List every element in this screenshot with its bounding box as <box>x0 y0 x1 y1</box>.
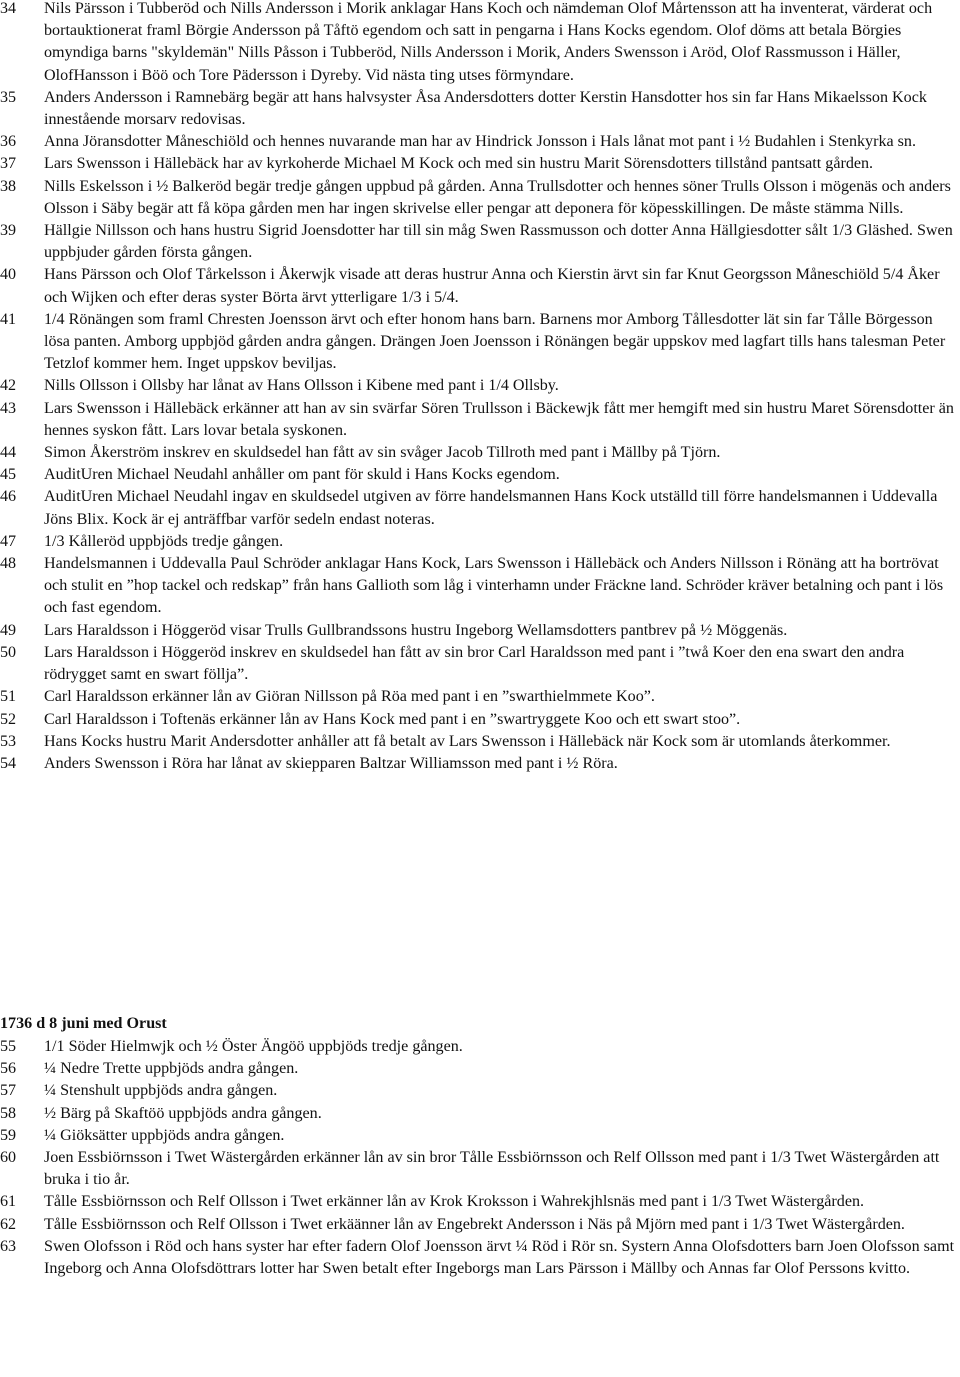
entry-number: 58 <box>0 1104 17 1122</box>
entry-item <box>0 1214 956 1236</box>
entry-number: 62 <box>0 1215 17 1233</box>
entry-text: Anders Andersson i Ramnebärg begär att hans halvsyster Åsa Andersdotters dotter Kerstin Hansdotter hos sin far Hans Mikaelsson Kock innestående morsarv redovisas. <box>44 88 927 129</box>
entry-number: 36 <box>0 133 17 151</box>
entry-item <box>0 131 956 153</box>
entry-number: 40 <box>0 266 17 284</box>
section-heading: 1736 d 8 juni med Orust <box>0 1015 167 1032</box>
entry-item <box>0 264 956 308</box>
entry-item <box>0 1236 956 1280</box>
entry-number: 37 <box>0 155 17 173</box>
entry-number: 60 <box>0 1149 17 1167</box>
entry-item <box>0 486 956 530</box>
entry-number: 56 <box>0 1060 17 1078</box>
entry-number: 46 <box>0 488 17 506</box>
entry-text: Nills Ollsson i Ollsby har lånat av Hans Ollsson i Kibene med pant i 1/4 Ollsby. <box>44 377 559 395</box>
entry-number: 38 <box>0 177 17 195</box>
entry-text: Handelsmannen i Uddevalla Paul Schröder anklagar Hans Kock, Lars Swensson i Hällebäck och Anders Nillsson i Rönäng att ha bortrövat och stulit en ”hop tackel och redskap” från hans Gallioth som låg i vinterhamn under Fräckne land. Schröder kräver betalning och pant i lös och fast egendom. <box>44 555 944 617</box>
entry-item <box>0 309 956 376</box>
entry-item <box>0 1080 956 1102</box>
entry-item <box>0 1191 956 1213</box>
entry-number: 63 <box>0 1237 17 1255</box>
entry-item <box>0 642 956 686</box>
entry-number: 55 <box>0 1038 17 1055</box>
entry-text: Tålle Essbiörnsson och Relf Ollsson i Twet erkäänner lån av Engebrekt Andersson i Näs på Mjörn med pant i 1/3 Twet Wästergården. <box>44 1215 905 1233</box>
entry-item <box>0 553 956 620</box>
entry-item <box>0 731 956 753</box>
entry-number: 34 <box>0 0 17 17</box>
entry-text: Carl Haraldsson i Toftenäs erkänner lån av Hans Kock med pant i en ”swartryggete Koo och ett swart stoo”. <box>44 710 741 728</box>
entry-text: 1/4 Rönängen som framl Chresten Joensson ärvt och efter honom hans barn. Barnens mor Amborg Tållesdotter lät sin far Tålle Börgesson lösa panten. Amborg uppbjöd gården andra gången. Drängen Joen Joensson i Rönängen begär uppskov med lagfart tills hans talesman Peter Tetzlof kommer hem. Inget uppskov beviljas. <box>44 310 946 373</box>
entry-number: 49 <box>0 621 17 639</box>
entry-item <box>0 0 956 87</box>
entry-number: 42 <box>0 377 17 395</box>
entry-text: ¼ Stenshult uppbjöds andra gången. <box>44 1082 278 1100</box>
entry-item <box>0 375 956 397</box>
entry-text: Nils Pärsson i Tubberöd och Nills Andersson i Morik anklagar Hans Koch och nämdeman Olof Mårtensson att ha inventerat, värderat och bortauktionerat framl Börgie Andersson på Tåftö egendom och satt in pengarna i Hans Kocks egendom. Olof döms att betala Börgies omyndiga barns "skyldemän" Nills Påsson i Tubberöd, Nills Andersson i Morik, Anders Swensson i Aröd, Olof Rassmusson i Häller, OlofHansson i Böö och Tore Pädersson i Dyreby. Vid nästa ting utses förmyndare. <box>44 0 933 84</box>
entry-text: Lars Swensson i Hällebäck har av kyrkoherde Michael M Kock och med sin hustru Marit Sörensdotters tillstånd pantsatt gården. <box>44 155 874 173</box>
entry-text: ¼ Giöksätter uppbjöds andra gången. <box>44 1126 285 1144</box>
entry-item <box>0 398 956 442</box>
entry-number: 53 <box>0 732 17 750</box>
entry-item <box>0 620 956 642</box>
entry-item <box>0 531 956 553</box>
entry-text: Lars Haraldsson i Höggeröd visar Trulls Gullbrandssons hustru Ingeborg Wellamsdotters pantbrev på ½ Möggenäs. <box>44 621 788 639</box>
entry-item <box>0 220 956 264</box>
entry-text: Hällgie Nillsson och hans hustru Sigrid Joensdotter har till sin måg Swen Rassmusson och dotter Anna Hällgiesdotter sålt 1/3 Gläshed. Swen uppbjuder gården första gången. <box>44 222 953 262</box>
entry-item <box>0 686 956 708</box>
entry-text: AuditUren Michael Neudahl ingav en skuldsedel utgiven av förre handelsmannen Hans Kock utställd till förre handelsmannen i Uddevalla Jöns Blix. Kock är ej anträffbar varför sedeln endast noteras. <box>44 488 938 528</box>
entry-number: 39 <box>0 222 17 240</box>
entry-text: Swen Olofsson i Röd och hans syster har efter fadern Olof Joensson ärvt ¼ Röd i Rör sn. Systern Anna Olofsdotters barn Joen Olofsson samt Ingeborg och Anna Olofsdöttrars lotter har Swen betalt efter Ingeborgs man Lars Pärsson i Mällby och Annas far Olof Perssons kvitto. <box>44 1237 955 1278</box>
entry-text: Joen Essbiörnsson i Twet Wästergården erkänner lån av sin bror Tålle Essbiörnsson och Relf Ollsson med pant i 1/3 Twet Wästergården att bruka i tio år. <box>44 1149 940 1189</box>
entry-item <box>0 1036 956 1058</box>
entry-text: Nills Eskelsson i ½ Balkeröd begär tredje gången uppbud på gården. Anna Trullsdotter och hennes söner Trulls Olsson i mögenäs och anders Olsson i Säby begär att få köpa gården men har ingen skrivelse eller pengar att deponera för köpesskillingen. De måste stämma Nills. <box>44 177 951 217</box>
entry-number: 41 <box>0 310 17 328</box>
entry-item <box>0 153 956 175</box>
entry-number: 52 <box>0 710 17 728</box>
entry-item <box>0 442 956 464</box>
entry-number: 57 <box>0 1082 17 1100</box>
entry-text: Lars Swensson i Hällebäck erkänner att han av sin svärfar Sören Trullsson i Bäckewjk fått mer hemgift med sin hustru Maret Sörensdotter än hennes syskon fått. Lars lovar betala syskonen. <box>44 399 954 439</box>
entry-item <box>0 709 956 731</box>
entry-number: 47 <box>0 532 17 550</box>
entry-number: 50 <box>0 643 17 661</box>
entry-text: Tålle Essbiörnsson och Relf Ollsson i Twet erkänner lån av Krok Kroksson i Wahrekjhlsnäs med pant i 1/3 Twet Wästergården. <box>44 1193 865 1211</box>
entry-item <box>0 1103 956 1125</box>
entry-text: 1/3 Kålleröd uppbjöds tredje gången. <box>44 532 284 550</box>
entry-text: ¼ Nedre Trette uppbjöds andra gången. <box>44 1060 299 1078</box>
entry-number: 45 <box>0 466 17 484</box>
entry-number: 44 <box>0 444 17 462</box>
entry-text: Hans Kocks hustru Marit Andersdotter anhåller att få betalt av Lars Swensson i Hällebäck när Kock som är utomlands återkommer. <box>44 732 891 750</box>
entry-item <box>0 464 956 486</box>
entry-number: 54 <box>0 754 17 772</box>
entry-number: 51 <box>0 688 17 706</box>
entry-item <box>0 1125 956 1147</box>
entry-text: Carl Haraldsson erkänner lån av Giöran Nillsson på Röa med pant i en ”swarthielmmete Koo”. <box>44 688 655 706</box>
entry-text: ½ Bärg på Skaftöö uppbjöds andra gången. <box>44 1104 322 1122</box>
entry-text: Lars Haraldsson i Höggeröd inskrev en skuldsedel han fått av sin bror Carl Haraldsson med pant i ”twå Koer den ena swart den andra rödrygget samt en swart föllja”. <box>44 643 905 684</box>
entry-number: 43 <box>0 399 17 417</box>
entry-text: AuditUren Michael Neudahl anhåller om pant för skuld i Hans Kocks egendom. <box>44 466 560 484</box>
entry-item <box>0 176 956 220</box>
entry-number: 48 <box>0 555 17 573</box>
entry-number: 59 <box>0 1126 17 1144</box>
entry-text: 1/1 Söder Hielmwjk och ½ Öster Ängöö uppbjöds tredje gången. <box>44 1038 463 1055</box>
entry-text: Hans Pärsson och Olof Tårkelsson i Åkerwjk visade att deras hustrur Anna och Kierstin ärvt sin far Knut Georgsson Måneschiöld 5/4 Åker och Wijken och efter deras syster Börta ärvt ytterligare 1/3 i 5/4. <box>44 266 940 306</box>
entry-number: 61 <box>0 1193 17 1211</box>
entry-text: Simon Åkerström inskrev en skuldsedel han fått av sin svåger Jacob Tillroth med pant i Mällby på Tjörn. <box>44 444 721 462</box>
entry-text: Anna Jöransdotter Måneschiöld och hennes nuvarande man har av Hindrick Jonsson i Hals lånat mot pant i ½ Budahlen i Stenkyrka sn. <box>44 133 917 151</box>
entry-list-part-2 <box>0 1036 956 1280</box>
entry-item <box>0 1147 956 1191</box>
entry-item <box>0 87 956 131</box>
entry-item <box>0 753 956 775</box>
entry-item <box>0 1058 956 1080</box>
entry-text: Anders Swensson i Röra har lånat av skiepparen Baltzar Williamsson med pant i ½ Röra. <box>44 754 618 772</box>
entry-number: 35 <box>0 88 17 106</box>
